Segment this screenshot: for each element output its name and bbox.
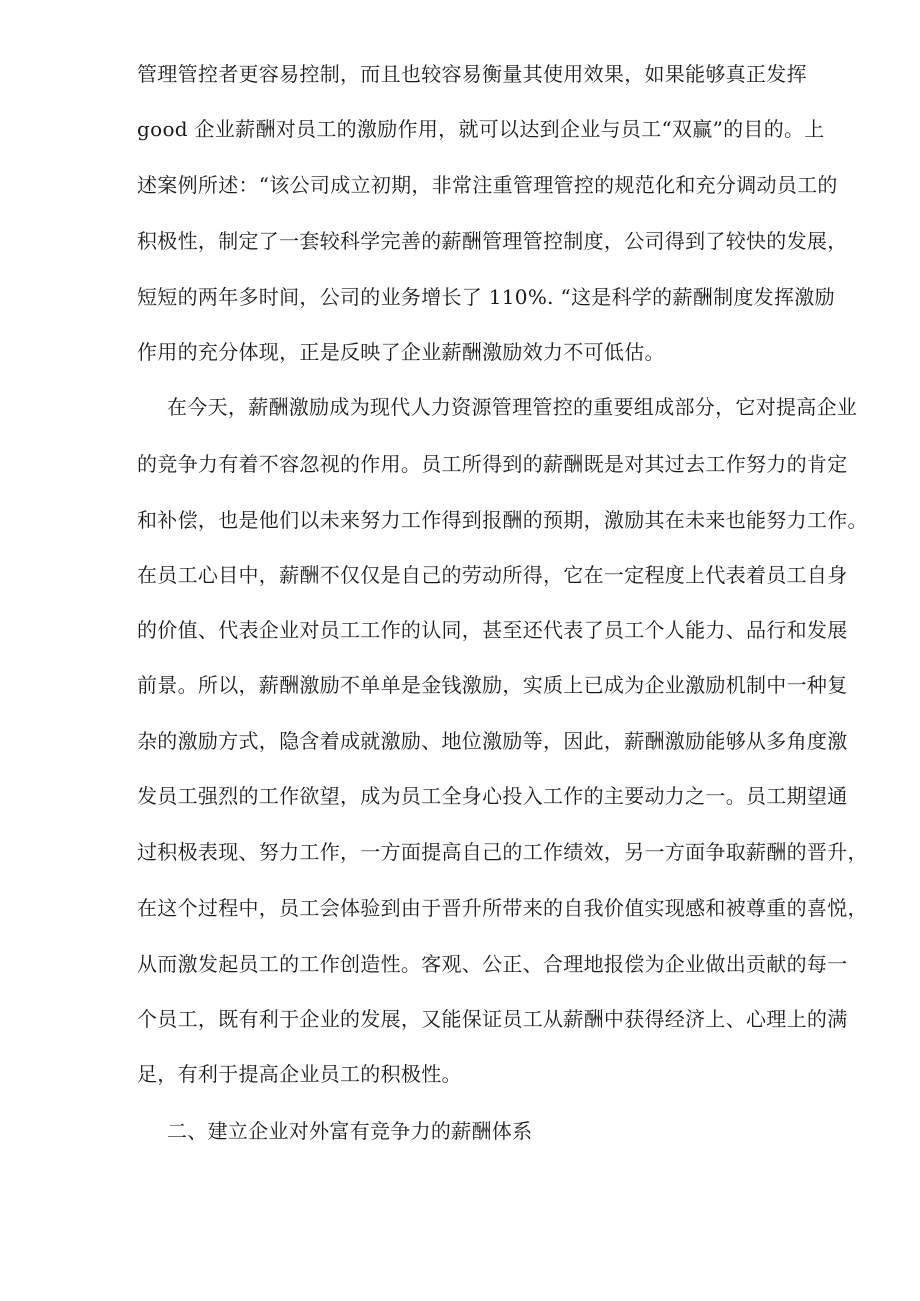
text-line: 作用的充分体现，正是反映了企业薪酬激励效力不可低估。 — [137, 340, 665, 364]
section-heading: 二、建立企业对外富有竞争力的薪酬体系 — [167, 1119, 533, 1143]
text-line: 个员工，既有利于企业的发展，又能保证员工从薪酬中获得经济上、心理上的满 — [137, 1007, 848, 1031]
text-line: 在这个过程中，员工会体验到由于晋升所带来的自我价值实现感和被尊重的喜悦， — [137, 896, 868, 920]
text-line: 管理管控者更容易控制，而且也较容易衡量其使用效果，如果能够真正发挥 — [137, 62, 807, 86]
text-line: good 企业薪酬对员工的激励作用，就可以达到企业与员工“双赢”的目的。上 — [137, 117, 825, 141]
text-line: 的竞争力有着不容忽视的作用。员工所得到的薪酬既是对其过去工作努力的肯定 — [137, 452, 848, 476]
text-line: 从而激发起员工的工作创造性。客观、公正、合理地报偿为企业做出贡献的每一 — [137, 952, 848, 976]
text-line: 过积极表现、努力工作，一方面提高自己的工作绩效，另一方面争取薪酬的晋升， — [137, 840, 868, 864]
text-line: 足，有利于提高企业员工的积极性。 — [137, 1062, 462, 1086]
text-line: 的价值、代表企业对员工工作的认同，甚至还代表了员工个人能力、品行和发展 — [137, 618, 848, 642]
text-line: 杂的激励方式，隐含着成就激励、地位激励等，因此，薪酬激励能够从多角度激 — [137, 729, 848, 753]
text-line: 积极性，制定了一套较科学完善的薪酬管理管控制度，公司得到了较快的发展， — [137, 229, 848, 253]
text-line: 短短的两年多时间，公司的业务增长了 110%. “这是科学的薪酬制度发挥激励 — [137, 285, 835, 309]
text-line: 和补偿，也是他们以未来努力工作得到报酬的预期，激励其在未来也能努力工作。 — [137, 508, 868, 532]
text-line: 在员工心目中，薪酬不仅仅是自己的劳动所得，它在一定程度上代表着员工自身 — [137, 563, 848, 587]
text-line: 述案例所述：“该公司成立初期，非常注重管理管控的规范化和充分调动员工的 — [137, 173, 838, 197]
paragraph-first-line: 在今天，薪酬激励成为现代人力资源管理管控的重要组成部分，它对提高企业 — [167, 395, 858, 419]
text-line: 发员工强烈的工作欲望，成为员工全身心投入工作的主要动力之一。员工期望通 — [137, 784, 848, 808]
text-line: 前景。所以，薪酬激励不单单是金钱激励，实质上已成为企业激励机制中一种复 — [137, 673, 848, 697]
